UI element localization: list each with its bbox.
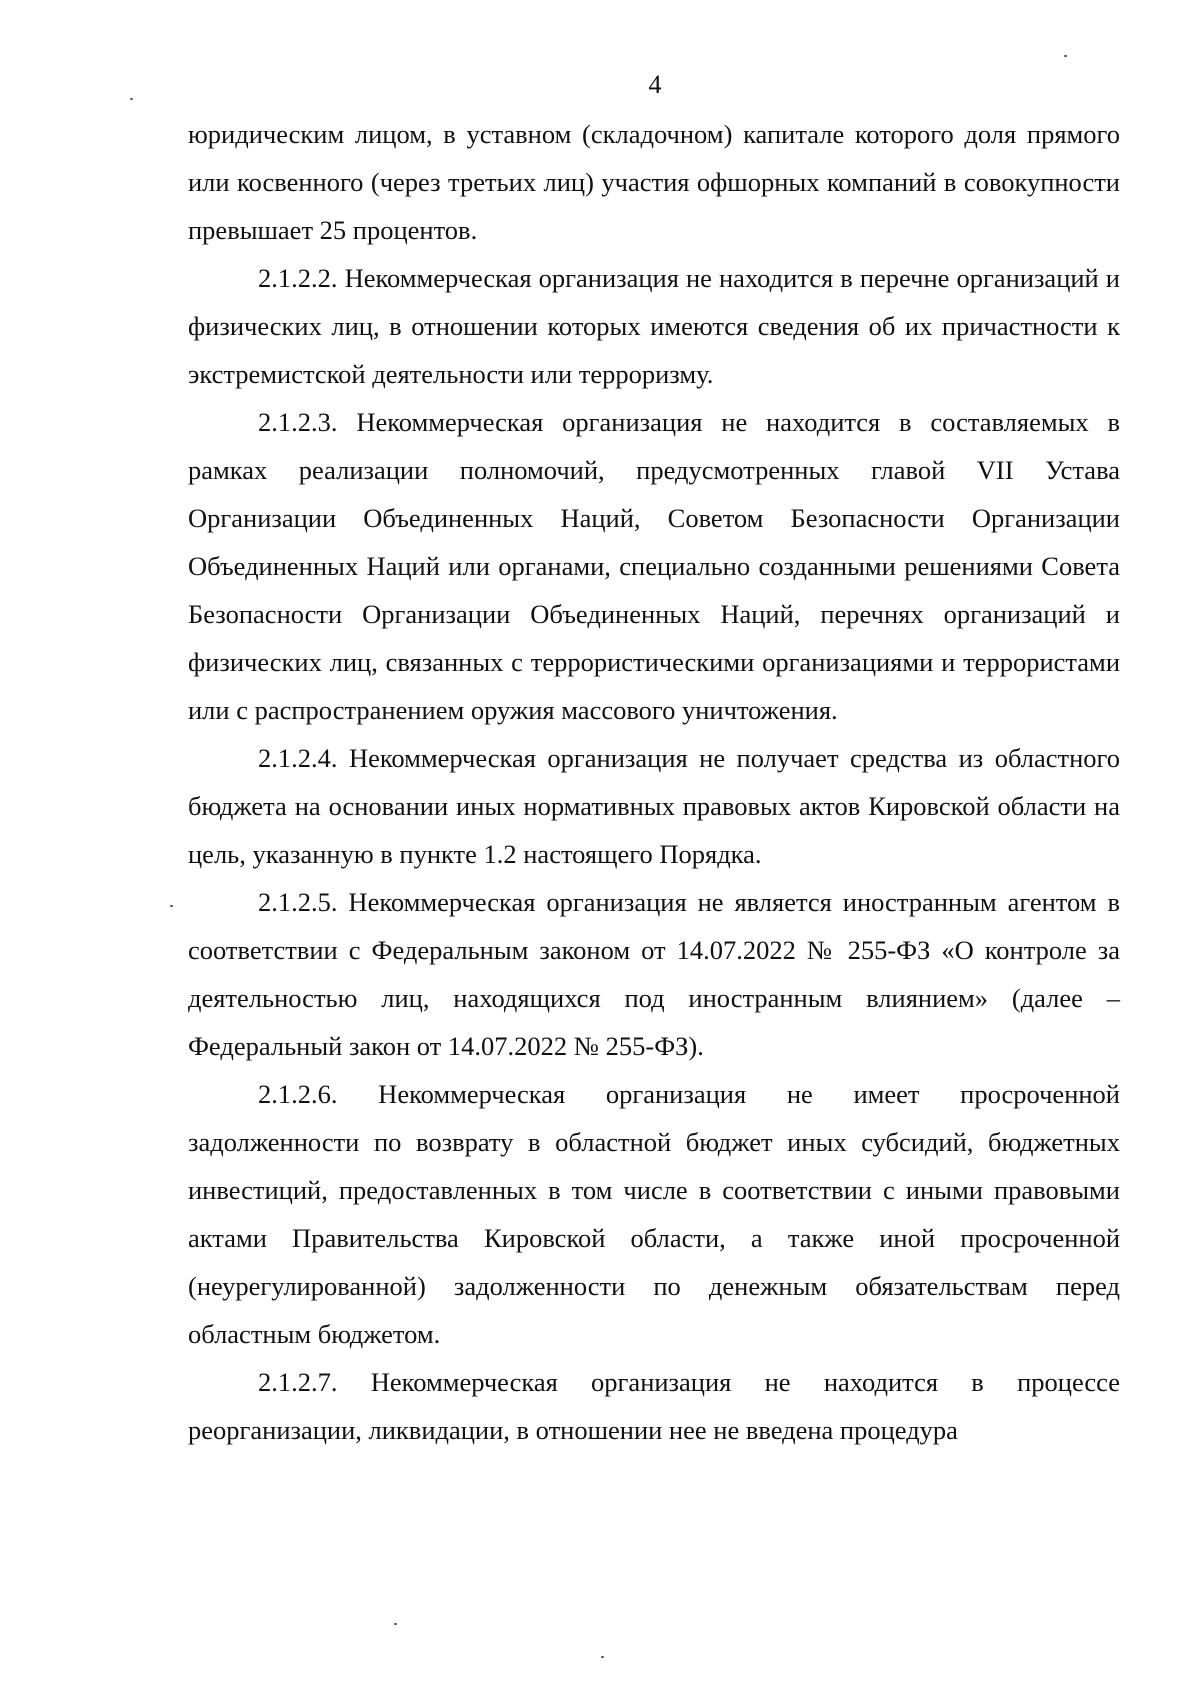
paragraph-2-1-2-3: 2.1.2.3. Некоммерческая организация не находится в составляемых в рамках реализации полномочий, предусмотренных главой VII Устава Организации Объединенных Наций, Советом Безопасности Организации Объединенных Наций или органами, специально созданными решениями Совета Безопасности Организации Объединенных Наций, перечнях организаций и физических лиц, связанных с террористическими организациями и террористами или с распространением оружия массового уничтожения.	[188, 407, 1120, 725]
scan-speck	[601, 1656, 604, 1658]
paragraph-2-1-2-7: 2.1.2.7. Некоммерческая организация не находится в процессе реорганизации, ликвидации, в отношении нее не введена процедура	[188, 1367, 1120, 1445]
paragraph-continuation: юридическим лицом, в уставном (складочном) капитале которого доля прямого или косвенного (через третьих лиц) участия офшорных компаний в совокупности превышает 25 процентов.	[188, 119, 1120, 245]
scan-speck	[1064, 55, 1067, 57]
paragraph-2-1-2-2: 2.1.2.2. Некоммерческая организация не находится в перечне организаций и физических лиц, в отношении которых имеются сведения об их причастности к экстремистской деятельности или терроризму.	[188, 263, 1120, 389]
scan-speck	[394, 1623, 397, 1625]
paragraph-2-1-2-4: 2.1.2.4. Некоммерческая организация не получает средства из областного бюджета на основании иных нормативных правовых актов Кировской области на цель, указанную в пункте 1.2 настоящего Порядка.	[188, 743, 1120, 869]
scan-speck	[170, 905, 173, 907]
scan-speck	[130, 98, 133, 100]
paragraph-2-1-2-5: 2.1.2.5. Некоммерческая организация не является иностранным агентом в соответствии с Федеральным законом от 14.07.2022 № 255-ФЗ «О контроле за деятельностью лиц, находящихся под иностранным влиянием» (далее – Федеральный закон от 14.07.2022 № 255-ФЗ).	[188, 887, 1120, 1061]
body-text	[188, 110, 1120, 1454]
paragraph-2-1-2-6: 2.1.2.6. Некоммерческая организация не имеет просроченной задолженности по возврату в областной бюджет иных субсидий, бюджетных инвестиций, предоставленных в том числе в соответствии с иными правовыми актами Правительства Кировской области, а также иной просроченной (неурегулированной) задолженности по денежным обязательствам перед областным бюджетом.	[188, 1079, 1120, 1349]
page-number: 4	[648, 70, 662, 99]
